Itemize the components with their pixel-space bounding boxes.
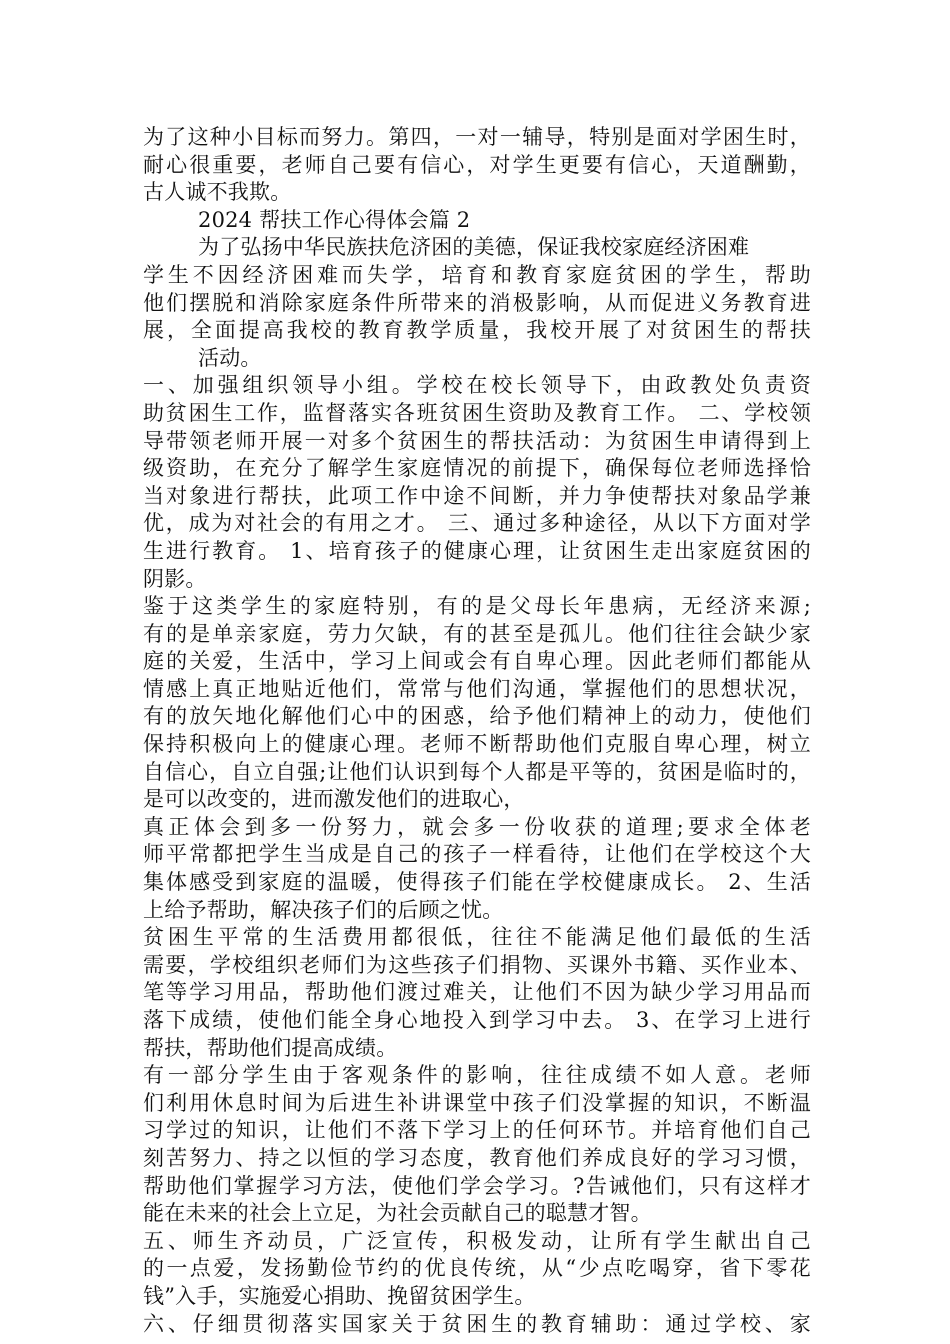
- text-line: 帮助他们掌握学习方法，使他们学会学习。?告诫他们，只有这样才: [143, 1173, 811, 1198]
- text-line: 的一点爱，发扬勤俭节约的优良传统，从“少点吃喝穿，省下零花: [143, 1256, 811, 1281]
- text-line: 生进行教育。 1、培育孩子的健康心理，让贫困生走出家庭贫困的: [143, 538, 811, 563]
- text-line: 习学过的知识，让他们不落下学习上的任何环节。并培育他们自己: [143, 1118, 811, 1143]
- text-line: 需要，学校组织老师们为这些孩子们捐物、买课外书籍、买作业本、: [143, 952, 811, 977]
- text-line: 们利用休息时间为后进生补讲课堂中孩子们没掌握的知识，不断温: [143, 1090, 811, 1115]
- text-line: 集体感受到家庭的温暖，使得孩子们能在学校健康成长。 2、生活: [143, 870, 811, 895]
- text-line: 贫困生平常的生活费用都很低，往往不能满足他们最低的生活: [143, 925, 811, 950]
- text-line: 导带领老师开展一对多个贫困生的帮扶活动：为贫困生申请得到上: [143, 428, 811, 453]
- text-line: 阴影。: [143, 566, 207, 591]
- text-line: 耐心很重要，老师自己要有信心，对学生更要有信心，天道酬勤，: [143, 152, 811, 177]
- text-line: 庭的关爱，生活中，学习上间或会有自卑心理。因此老师们都能从: [143, 649, 811, 674]
- text-line: 他们摆脱和消除家庭条件所带来的消极影响，从而促进义务教育进: [143, 290, 811, 315]
- text-line: 2024 帮扶工作心得体会篇 2: [143, 207, 471, 232]
- text-line: 活动。: [143, 345, 262, 370]
- text-line: 当对象进行帮扶，此项工作中途不间断，并力争使帮扶对象品学兼: [143, 483, 811, 508]
- text-line: 师平常都把学生当成是自己的孩子一样看待，让他们在学校这个大: [143, 842, 811, 867]
- text-line: 上给予帮助，解决孩子们的后顾之忧。: [143, 897, 504, 922]
- text-line: 是可以改变的，进而激发他们的进取心，: [143, 787, 525, 812]
- document-body: [143, 124, 811, 1338]
- text-line: 情感上真正地贴近他们，常常与他们沟通，掌握他们的思想状况，: [143, 676, 811, 701]
- text-line: 五、师生齐动员，广泛宣传，积极发动，让所有学生献出自己: [143, 1228, 811, 1253]
- text-line: 为了这种小目标而努力。第四，一对一辅导，特别是面对学困生时，: [143, 125, 811, 149]
- text-line: 一、加强组织领导小组。学校在校长领导下，由政教处负责资: [143, 373, 811, 398]
- text-line: 展，全面提高我校的教育教学质量，我校开展了对贫困生的帮扶: [143, 318, 811, 343]
- text-line: 真正体会到多一份努力，就会多一份收获的道理;要求全体老: [143, 814, 811, 839]
- text-line: 刻苦努力、持之以恒的学习态度，教育他们养成良好的学习习惯，: [143, 1145, 811, 1170]
- text-line: 有的是单亲家庭，劳力欠缺，有的甚至是孤儿。他们往往会缺少家: [143, 621, 811, 646]
- text-line: 保持积极向上的健康心理。老师不断帮助他们克服自卑心理，树立: [143, 732, 811, 757]
- text-line: 自信心，自立自强;让他们认识到每个人都是平等的，贫困是临时的，: [143, 759, 811, 784]
- text-line: 能在未来的社会上立足，为社会贡献自己的聪慧才智。: [143, 1201, 652, 1226]
- text-line: 有的放矢地化解他们心中的困惑，给予他们精神上的动力，使他们: [143, 704, 811, 729]
- text-line: 学生不因经济困难而失学，培育和教育家庭贫困的学生，帮助: [143, 262, 811, 287]
- text-line: 优，成为对社会的有用之才。 三、通过多种途径，从以下方面对学: [143, 511, 811, 536]
- text-line: 帮扶，帮助他们提高成绩。: [143, 1035, 398, 1060]
- text-line: 鉴于这类学生的家庭特别，有的是父母长年患病，无经济来源;: [143, 594, 811, 619]
- text-line: 级资助，在充分了解学生家庭情况的前提下，确保每位老师选择恰: [143, 456, 811, 481]
- text-line: 古人诚不我欺。: [143, 180, 292, 205]
- text-line: 为了弘扬中华民族扶危济困的美德，保证我校家庭经济困难: [143, 235, 750, 260]
- text-line: 笔等学习用品，帮助他们渡过难关，让他们不因为缺少学习用品而: [143, 980, 811, 1005]
- text-line: 有一部分学生由于客观条件的影响，往往成绩不如人意。老师: [143, 1063, 811, 1088]
- text-line: 钱”入手，实施爱心捐助、挽留贫困学生。: [143, 1283, 536, 1308]
- text-line: 落下成绩，使他们能全身心地投入到学习中去。 3、在学习上进行: [143, 1008, 811, 1032]
- text-line: 助贫困生工作，监督落实各班贫困生资助及教育工作。 二、学校领: [143, 400, 811, 425]
- text-line: 六、仔细贯彻落实国家关于贫困生的教育辅助：通过学校、家: [143, 1311, 811, 1336]
